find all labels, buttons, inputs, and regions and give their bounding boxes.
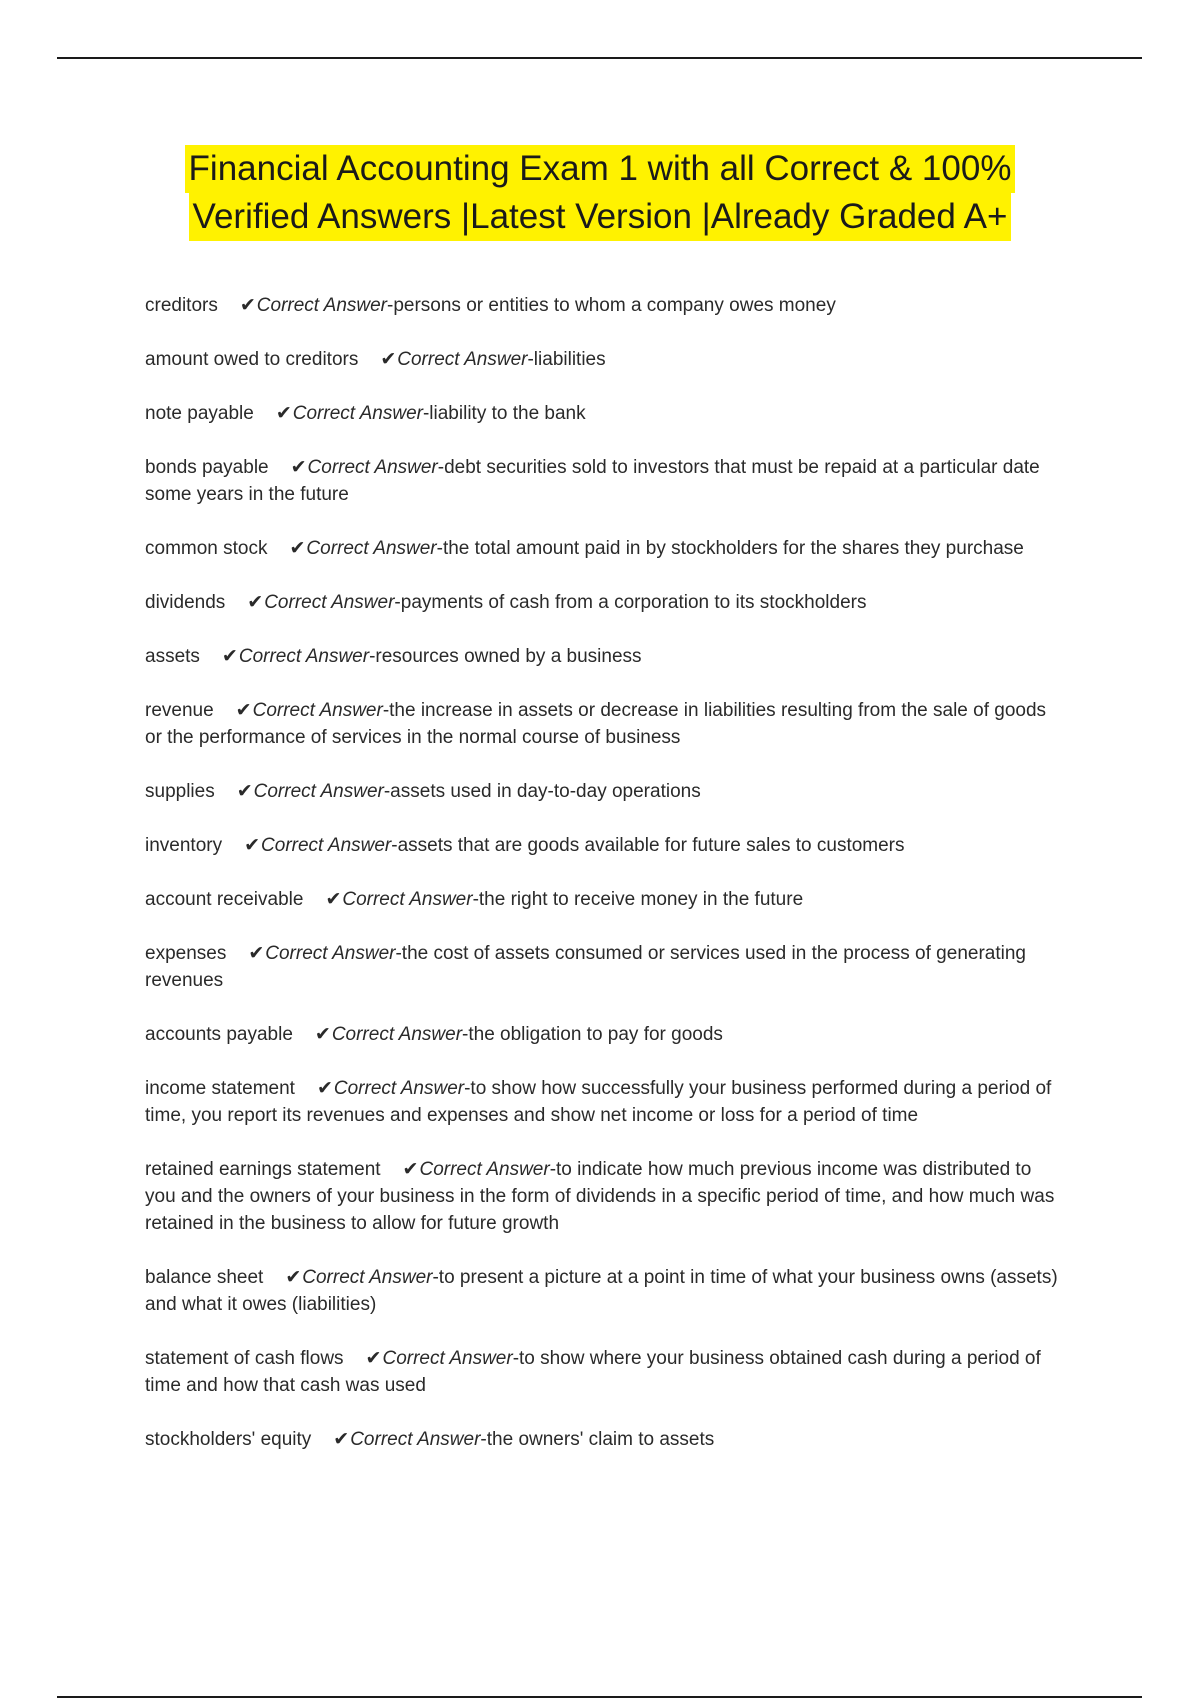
- answer-label: Correct Answer: [333, 1078, 465, 1099]
- check-icon: ✔: [314, 1024, 331, 1045]
- bottom-divider: [57, 1696, 1142, 1698]
- qa-entry: [145, 1156, 1060, 1237]
- title-line-1: Financial Accounting Exam 1 with all Correct & 100%: [185, 145, 1016, 193]
- qa-entry: [145, 832, 1060, 859]
- check-icon: ✔: [325, 889, 342, 910]
- answer-label: Correct Answer: [252, 700, 383, 721]
- definition: -to show how successfully your business performed during a period of time, you report its revenues and expenses and show net income or loss for a period of time: [145, 1078, 1052, 1126]
- qa-entry: [145, 535, 1060, 562]
- check-icon: ✔: [275, 403, 292, 424]
- answer-label: Correct Answer: [350, 1429, 481, 1450]
- check-icon: ✔: [248, 943, 265, 964]
- answer-label: Correct Answer: [256, 295, 387, 316]
- qa-entry: [145, 940, 1060, 994]
- top-divider: [57, 57, 1142, 59]
- check-icon: ✔: [236, 781, 253, 802]
- check-icon: ✔: [333, 1429, 350, 1450]
- qa-entry: [145, 697, 1060, 751]
- qa-entry: [145, 1264, 1060, 1318]
- answer-label: Correct Answer: [306, 538, 437, 559]
- qa-entry: [145, 778, 1060, 805]
- term: account receivable: [145, 889, 304, 910]
- definition: -assets that are goods available for future sales to customers: [391, 835, 905, 856]
- term: bonds payable: [145, 457, 269, 478]
- definition: -the total amount paid in by stockholders for the shares they purchase: [436, 538, 1024, 559]
- qa-entry: [145, 589, 1060, 616]
- term: statement of cash flows: [145, 1348, 344, 1369]
- term: common stock: [145, 538, 268, 559]
- definition: -to indicate how much previous income was distributed to you and the owners of your business in the form of dividends in a specific period of time, and how much was retained in the business to allow for future growth: [145, 1159, 1055, 1234]
- answer-label: Correct Answer: [307, 457, 438, 478]
- definition: -to show where your business obtained cash during a period of time and how that cash was used: [145, 1348, 1041, 1396]
- answer-label: Correct Answer: [238, 646, 370, 667]
- qa-entry: [145, 1075, 1060, 1129]
- answer-label: Correct Answer: [264, 592, 395, 613]
- term: retained earnings statement: [145, 1159, 381, 1180]
- check-icon: ✔: [244, 835, 261, 856]
- check-icon: ✔: [221, 646, 238, 667]
- qa-entry: [145, 1345, 1060, 1399]
- definition: -liabilities: [527, 349, 606, 370]
- answer-label: Correct Answer: [397, 349, 528, 370]
- definition: -liability to the bank: [422, 403, 586, 424]
- definition: -the increase in assets or decrease in liabilities resulting from the sale of goods or the performance of services in the normal course of business: [145, 700, 1047, 748]
- term: inventory: [145, 835, 223, 856]
- term: assets: [145, 646, 200, 667]
- qa-entry: [145, 292, 1060, 319]
- check-icon: ✔: [285, 1267, 302, 1288]
- term: note payable: [145, 403, 254, 424]
- check-icon: ✔: [239, 295, 256, 316]
- term: dividends: [145, 592, 226, 613]
- answer-label: Correct Answer: [253, 781, 384, 802]
- qa-entry: [145, 886, 1060, 913]
- qa-entry: [145, 1426, 1060, 1453]
- check-icon: ✔: [289, 538, 306, 559]
- answer-label: Correct Answer: [261, 835, 392, 856]
- definition: -resources owned by a business: [369, 646, 642, 667]
- check-icon: ✔: [235, 700, 252, 721]
- page-title: [0, 145, 1200, 241]
- definition: -debt securities sold to investors that must be repaid at a particular date some years in the future: [145, 457, 1040, 505]
- title-line-2: Verified Answers |Latest Version |Already Graded A+: [189, 193, 1012, 241]
- qa-entry: [145, 454, 1060, 508]
- definition: -the owners' claim to assets: [480, 1429, 715, 1450]
- answer-label: Correct Answer: [419, 1159, 550, 1180]
- term: accounts payable: [145, 1024, 293, 1045]
- answer-label: Correct Answer: [292, 403, 423, 424]
- definition: -the obligation to pay for goods: [462, 1024, 723, 1045]
- check-icon: ✔: [290, 457, 307, 478]
- definition: -assets used in day-to-day operations: [383, 781, 701, 802]
- answer-label: Correct Answer: [302, 1267, 433, 1288]
- term: creditors: [145, 295, 218, 316]
- qa-entry: [145, 400, 1060, 427]
- qa-list: [145, 292, 1060, 1480]
- term: stockholders' equity: [145, 1429, 312, 1450]
- qa-entry: [145, 1021, 1060, 1048]
- qa-entry: [145, 643, 1060, 670]
- check-icon: ✔: [247, 592, 264, 613]
- answer-label: Correct Answer: [382, 1348, 513, 1369]
- check-icon: ✔: [316, 1078, 333, 1099]
- term: balance sheet: [145, 1267, 264, 1288]
- term: income statement: [145, 1078, 295, 1099]
- definition: -to present a picture at a point in time of what your business owns (assets) and what it owes (liabilities): [145, 1267, 1058, 1315]
- check-icon: ✔: [365, 1348, 382, 1369]
- answer-label: Correct Answer: [342, 889, 473, 910]
- answer-label: Correct Answer: [265, 943, 396, 964]
- definition: -the cost of assets consumed or services used in the process of generating revenues: [145, 943, 1026, 991]
- qa-entry: [145, 346, 1060, 373]
- definition: -persons or entities to whom a company owes money: [387, 295, 836, 316]
- definition: -the right to receive money in the future: [472, 889, 804, 910]
- answer-label: Correct Answer: [331, 1024, 463, 1045]
- term: expenses: [145, 943, 227, 964]
- term: amount owed to creditors: [145, 349, 359, 370]
- check-icon: ✔: [380, 349, 397, 370]
- term: supplies: [145, 781, 215, 802]
- definition: -payments of cash from a corporation to its stockholders: [394, 592, 867, 613]
- check-icon: ✔: [402, 1159, 419, 1180]
- term: revenue: [145, 700, 214, 721]
